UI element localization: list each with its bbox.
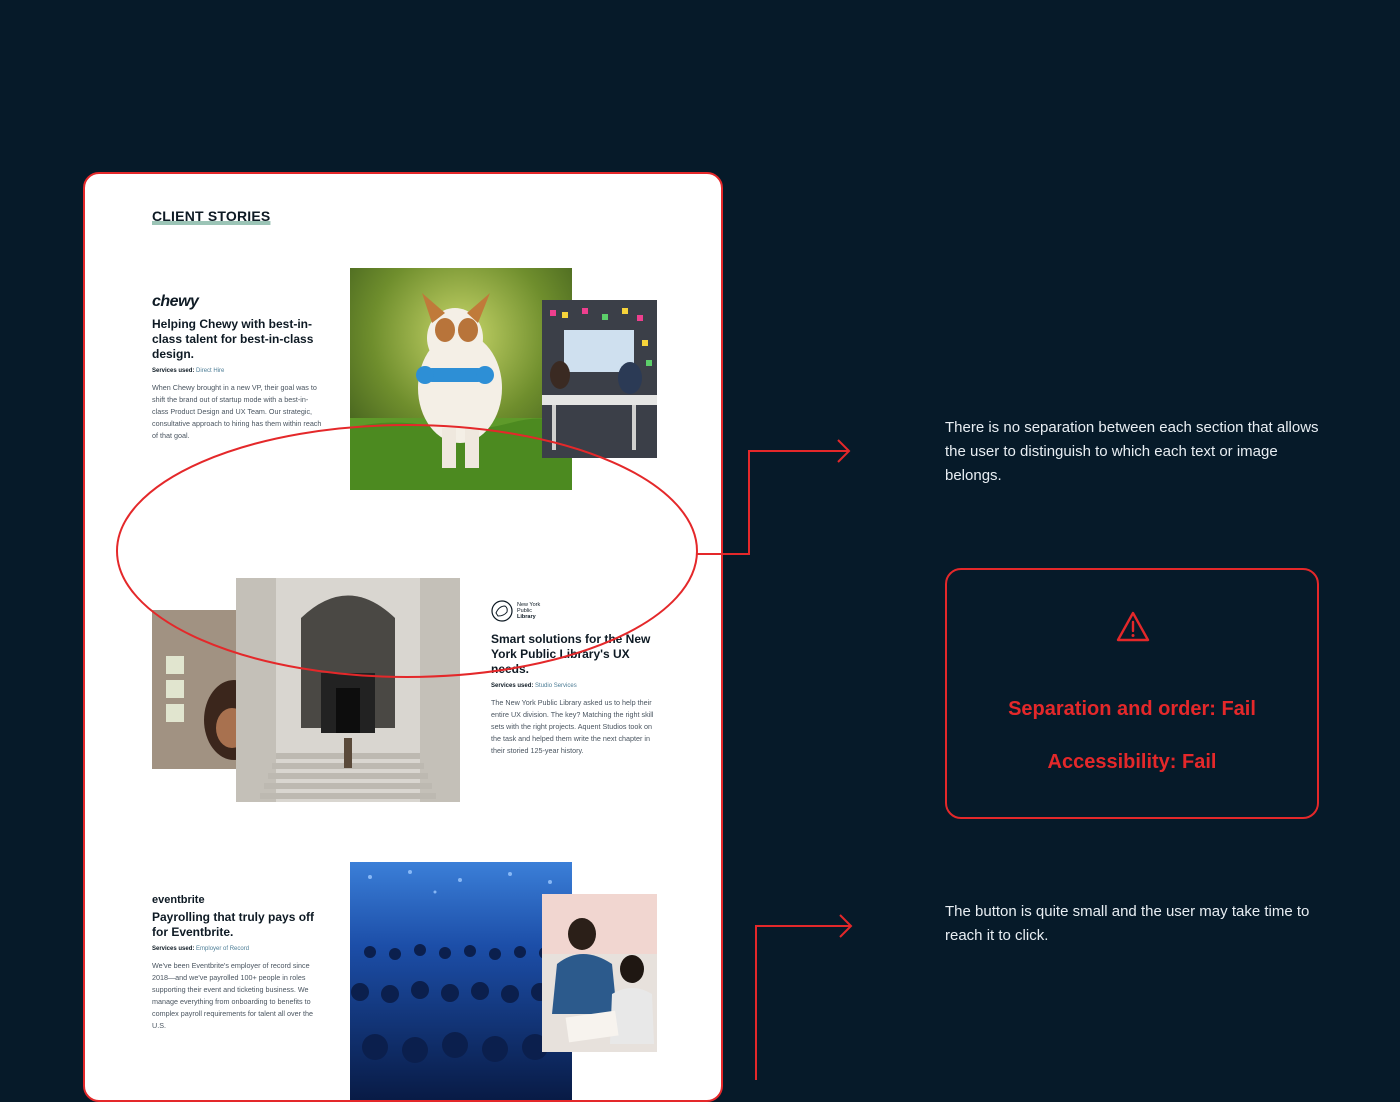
verdict-separation: Separation and order: Fail — [1008, 698, 1256, 720]
connector-line-2 — [756, 926, 850, 1080]
story-headline: Helping Chewy with best-in-class talent for best-in-class design. — [152, 317, 314, 361]
story-body: When Chewy brought in a new VP, their goal was to shift the brand out of startup mode with a best-in-class Product Design and UX Team. Our strategic, consultative approach to hiring has them within reach of that goal. — [152, 383, 322, 440]
verdict-accessibility: Accessibility: Fail — [1047, 751, 1217, 773]
services-link[interactable]: Direct Hire — [196, 368, 225, 374]
services-label: Services used: — [152, 368, 195, 374]
verdict-box — [945, 568, 1319, 819]
nypl-line-1: New York — [517, 602, 541, 608]
story-body: The New York Public Library asked us to help their entire UX division. The key? Matching the right skill sets with the right projects. Aquent Studios took on the task and helped them write the next chapter in their storied 125-year history. — [491, 698, 654, 755]
services-link[interactable]: Employer of Record — [196, 946, 250, 952]
services-link[interactable]: Studio Services — [535, 683, 577, 689]
story-headline: Payrolling that truly pays off for Eventbrite. — [152, 910, 315, 939]
nypl-line-2: Public — [517, 608, 532, 614]
services-label: Services used: — [152, 946, 195, 952]
story-headline: Smart solutions for the New York Public Library's UX needs. — [491, 632, 651, 676]
chewy-logo: chewy — [152, 293, 199, 310]
section-title: CLIENT STORIES — [152, 208, 271, 224]
eventbrite-logo: eventbrite — [152, 894, 205, 906]
connector-line-1 — [697, 451, 848, 554]
services-label: Services used: — [491, 683, 534, 689]
warning-icon — [1115, 610, 1151, 644]
nypl-line-3: Library — [517, 614, 536, 620]
story-body: We've been Eventbrite's employer of record since 2018—and we've payrolled 100+ people in roles supporting their event and ticketing business. We manage everything from onboarding to benefits to complex payroll requirements for talent all over the U.S. — [152, 961, 313, 1030]
annotation-separation: There is no separation between each section that allows the user to distinguish to which each text or image belongs. — [945, 419, 1319, 484]
annotation-button: The button is quite small and the user may take time to reach it to click. — [945, 903, 1310, 944]
highlight-ellipse — [117, 425, 697, 677]
